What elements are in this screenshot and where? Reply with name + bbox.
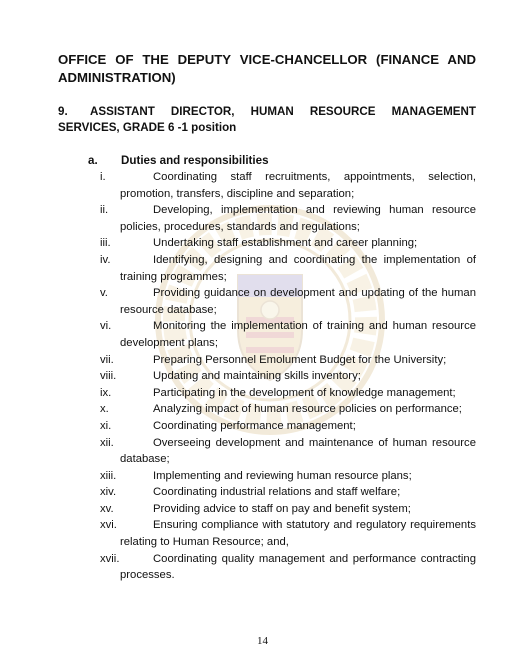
duty-item [100, 435, 476, 468]
duty-numeral: xv. [100, 502, 114, 515]
duty-numeral: i. [100, 171, 106, 183]
duty-numeral: xvi. [100, 519, 117, 532]
duty-text: Implementing and reviewing human resource plans; [153, 469, 412, 482]
duty-numeral: ix. [100, 386, 112, 399]
duty-item [100, 401, 476, 418]
subsection-heading-text: Duties and responsibilities [121, 154, 269, 167]
duty-text: Monitoring the implementation of training and human resource development plans; [120, 320, 476, 349]
duty-text: Participating in the development of knowledge management; [153, 386, 456, 399]
duty-numeral: xii. [100, 436, 114, 449]
duty-text: Coordinating industrial relations and staff welfare; [153, 486, 401, 499]
duty-numeral: viii. [100, 370, 117, 383]
section-title-text: ASSISTANT DIRECTOR, HUMAN RESOURCE MANAGEMENT SERVICES, GRADE 6 -1 position [58, 105, 476, 134]
section-number: 9. [58, 105, 68, 118]
duty-item [100, 551, 476, 584]
duty-text: Coordinating performance management; [153, 419, 356, 432]
duty-item [100, 368, 476, 385]
duty-item [100, 352, 476, 369]
duty-text: Ensuring compliance with statutory and regulatory requirements relating to Human Resource; and, [120, 519, 476, 549]
duty-item [100, 235, 476, 252]
duty-text: Coordinating quality management and performance contracting processes. [120, 552, 476, 582]
duty-text: Updating and maintaining skills inventory; [153, 370, 361, 383]
duty-numeral: vii. [100, 353, 114, 366]
duty-item [100, 169, 476, 202]
subsection-letter: a. [88, 154, 98, 167]
duty-item [100, 202, 476, 235]
duty-text: Coordinating staff recruitments, appointments, selection, promotion, transfers, discipline and separation; [120, 171, 476, 200]
duty-item [100, 385, 476, 402]
duty-numeral: iii. [100, 237, 111, 250]
duty-numeral: x. [100, 403, 109, 416]
duty-numeral: vi. [100, 320, 112, 333]
duty-text: Providing advice to staff on pay and benefit system; [153, 502, 411, 515]
duty-item [100, 501, 476, 518]
duty-item [100, 468, 476, 485]
duty-numeral: v. [100, 287, 108, 300]
section-title [58, 104, 476, 136]
duty-text: Overseeing development and maintenance of human resource database; [120, 436, 476, 466]
duty-text: Preparing Personnel Emolument Budget for the University; [153, 353, 447, 366]
subsection-heading [88, 153, 269, 169]
duty-text: Developing, implementation and reviewing human resource policies, procedures, standards and regulations; [120, 204, 476, 233]
duty-numeral: xiii. [100, 469, 117, 482]
duty-item [100, 517, 476, 550]
duty-item [100, 285, 476, 318]
duties-list [100, 169, 476, 584]
duty-item [100, 252, 476, 285]
duty-numeral: iv. [100, 253, 111, 266]
office-title: OFFICE OF THE DEPUTY VICE-CHANCELLOR (FINANCE AND ADMINISTRATION) [58, 52, 476, 85]
duty-item [100, 418, 476, 435]
duty-numeral: xi. [100, 419, 112, 432]
duty-text: Undertaking staff establishment and career planning; [153, 237, 418, 250]
duty-item [100, 318, 476, 351]
page-number: 14 [257, 635, 268, 647]
duty-numeral: xvii. [100, 552, 120, 565]
duty-text: Identifying, designing and coordinating the implementation of training programmes; [120, 253, 476, 283]
duty-item [100, 484, 476, 501]
duty-text: Providing guidance on development and updating of the human resource database; [120, 287, 476, 316]
duty-text: Analyzing impact of human resource policies on performance; [153, 403, 462, 416]
duty-numeral: xiv. [100, 486, 117, 499]
duty-numeral: ii. [100, 204, 109, 217]
